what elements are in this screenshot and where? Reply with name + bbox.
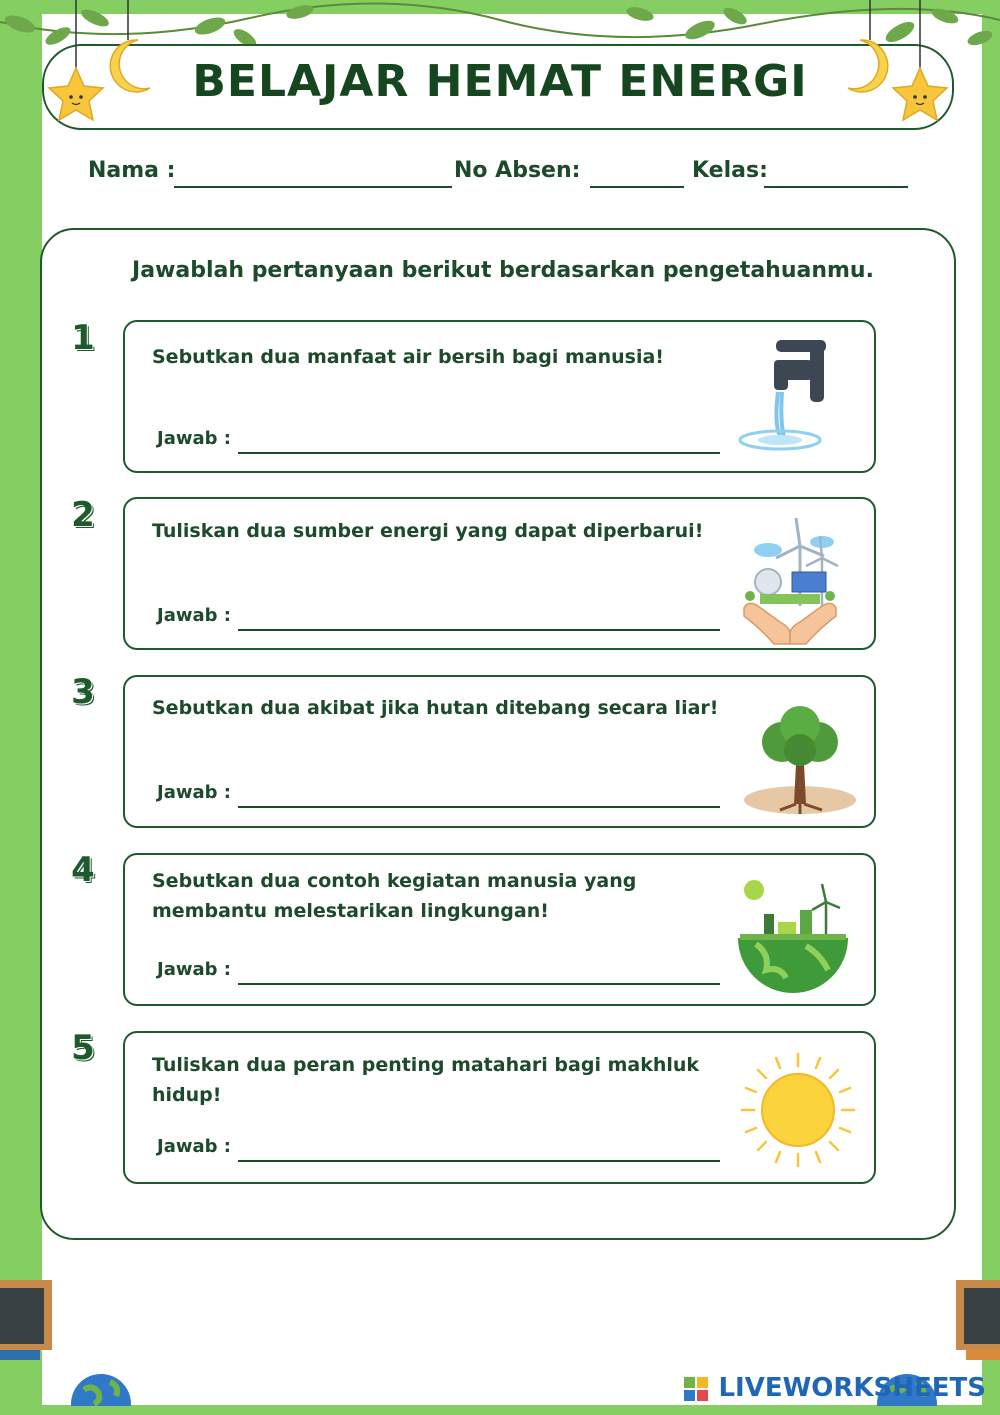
question-text: Sebutkan dua akibat jika hutan ditebang secara liar! xyxy=(152,697,719,719)
page-frame-left xyxy=(0,0,42,1415)
kelas-label: Kelas: xyxy=(692,158,768,183)
question-text-line: membantu melestarikan lingkungan! xyxy=(152,900,549,922)
question-text: Sebutkan dua manfaat air bersih bagi manusia! xyxy=(152,346,664,368)
name-label: Nama : xyxy=(88,158,176,183)
identity-row xyxy=(88,158,918,192)
hanging-star-moon-right-icon xyxy=(830,0,970,140)
green-earth-icon xyxy=(736,874,850,994)
answer-field[interactable] xyxy=(238,806,720,808)
question-text-line: hidup! xyxy=(152,1084,222,1106)
answer-label: Jawab : xyxy=(157,1136,231,1157)
name-field[interactable] xyxy=(174,186,452,188)
answer-label: Jawab : xyxy=(157,605,231,626)
question-text: Tuliskan dua sumber energi yang dapat diperbarui! xyxy=(152,520,704,542)
absen-label: No Absen: xyxy=(454,158,581,183)
answer-field[interactable] xyxy=(238,452,720,454)
page-title: BELAJAR HEMAT ENERGI xyxy=(192,56,808,107)
answer-label: Jawab : xyxy=(157,959,231,980)
page-frame-bottom xyxy=(0,1405,1000,1415)
question-number: 1 xyxy=(71,318,95,358)
answer-field[interactable] xyxy=(238,983,720,985)
brand-watermark: LIVEWORKSHEETS xyxy=(718,1373,986,1403)
blackboard-right-icon xyxy=(952,1276,1000,1366)
question-number: 2 xyxy=(71,495,95,535)
question-number: 5 xyxy=(71,1028,95,1068)
question-text xyxy=(152,1050,732,1110)
answer-field[interactable] xyxy=(238,629,720,631)
hanging-star-moon-left-icon xyxy=(40,0,170,140)
absen-field[interactable] xyxy=(590,186,684,188)
answer-field[interactable] xyxy=(238,1160,720,1162)
sun-icon xyxy=(740,1052,856,1168)
water-tap-icon xyxy=(736,334,836,458)
question-number: 4 xyxy=(71,850,95,890)
liveworksheets-logo-icon xyxy=(684,1377,708,1401)
tree-icon xyxy=(740,706,860,816)
globe-left-icon xyxy=(66,1366,136,1406)
blackboard-left-icon xyxy=(0,1276,56,1366)
instruction-text: Jawablah pertanyaan berikut berdasarkan pengetahuanmu. xyxy=(132,258,874,283)
answer-label: Jawab : xyxy=(157,428,231,449)
question-text-line: Tuliskan dua peran penting matahari bagi makhluk xyxy=(152,1054,700,1076)
question-number: 3 xyxy=(71,672,95,712)
question-text xyxy=(152,866,732,926)
question-text-line: Sebutkan dua contoh kegiatan manusia yang xyxy=(152,870,637,892)
kelas-field[interactable] xyxy=(764,186,908,188)
page-frame-right xyxy=(982,0,1000,1415)
renewable-energy-icon xyxy=(738,512,842,646)
answer-label: Jawab : xyxy=(157,782,231,803)
